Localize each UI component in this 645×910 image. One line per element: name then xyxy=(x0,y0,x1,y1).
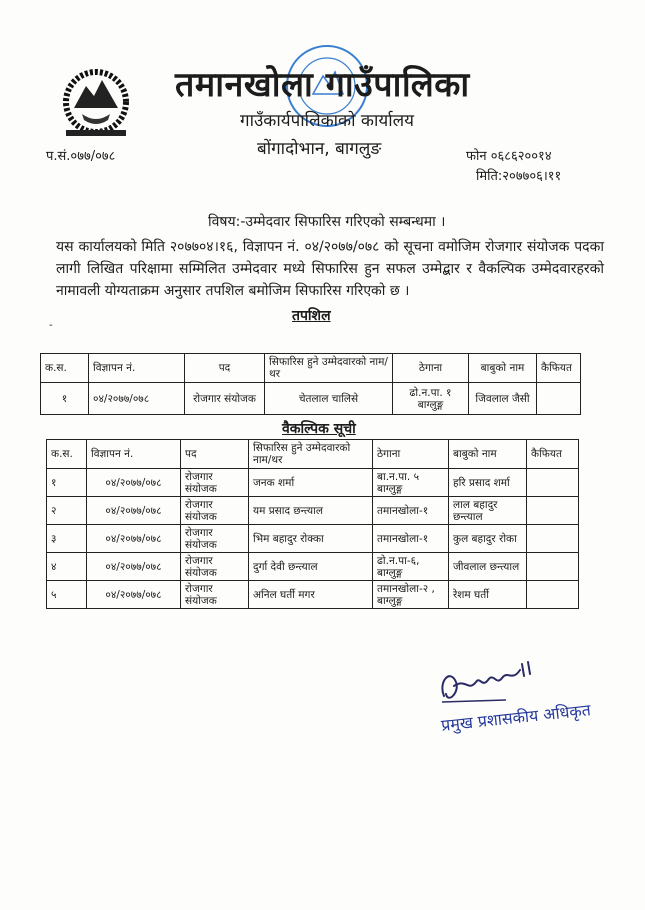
table-header-row xyxy=(47,440,579,469)
table-header-row xyxy=(41,354,581,383)
table-cell: ०४/२०७७/०७८ xyxy=(87,581,181,609)
letter-date: मिति:२०७७०६।११ xyxy=(476,169,562,184)
table-row xyxy=(47,553,579,581)
table-cell: जिवलाल जैसी xyxy=(469,383,537,415)
table-cell: ०४/२०७७/०७८ xyxy=(87,497,181,525)
signatory-title: प्रमुख प्रशासकीय अधिकृत xyxy=(440,700,592,735)
column-header: विज्ञापन नं. xyxy=(87,440,181,469)
table-cell xyxy=(527,525,579,553)
office-name: गाउँकार्यपालिकाको कार्यालय xyxy=(240,111,415,131)
municipality-title: तमानखोला गाउँपालिका xyxy=(175,65,470,105)
main-recommendation-table xyxy=(40,353,581,415)
table-cell: भिम बहादुर रोक्का xyxy=(249,525,373,553)
table-cell: रोजगार संयोजक xyxy=(181,497,249,525)
table-row xyxy=(41,383,581,415)
table-row xyxy=(47,497,579,525)
column-header: बाबुको नाम xyxy=(449,440,527,469)
column-header: कैफियत xyxy=(527,440,579,469)
subject-line: विषय:-उम्मेदवार सिफारिस गरिएको सम्बन्धमा । xyxy=(208,214,446,230)
column-header: विज्ञापन नं. xyxy=(89,354,185,383)
table-cell: ढो.न.पा. १ बाग्लुङ्ग xyxy=(393,383,469,415)
section-title-main: तपशिल xyxy=(292,308,331,324)
body-paragraph: यस कार्यालयको मिति २०७७०४।१६, विज्ञापन नं. ०४/२०७७/०७८ को सूचना वमोजिम रोजगार संयोजक पदका लागी लिखित परिक्षामा सम्मिलित उम्मेदवार मध्ये सिफारिस हुन सफल उम्मेद्बार र वैकल्पिक उम्मेदवारहरको नामावली योग्यताक्रम अनुसार तपशिल बमोजिम सिफारिस गरिएको छ । xyxy=(56,239,604,299)
column-header: पद xyxy=(181,440,249,469)
table-cell: रेशम घर्ती xyxy=(449,581,527,609)
column-header: ठेगाना xyxy=(373,440,449,469)
table-cell: ०४/२०७७/०७८ xyxy=(87,525,181,553)
table-cell: २ xyxy=(47,497,87,525)
table-cell xyxy=(537,383,581,415)
alternate-list-table xyxy=(46,439,579,609)
handwritten-signature xyxy=(436,652,536,710)
table-cell: बा.न.पा. ५ बाग्लुङ्ग xyxy=(373,469,449,497)
table-cell: रोजगार संयोजक xyxy=(185,383,265,415)
table-cell: ३ xyxy=(47,525,87,553)
table-cell: ४ xyxy=(47,553,87,581)
table-cell: जीवलाल छन्त्याल xyxy=(449,553,527,581)
table-cell: ०४/२०७७/०७८ xyxy=(87,469,181,497)
table-cell: दुर्गा देवी छन्त्याल xyxy=(249,553,373,581)
table-cell: कुल बहादुर रोका xyxy=(449,525,527,553)
table-cell xyxy=(527,553,579,581)
table-cell: लाल बहादुर छन्त्याल xyxy=(449,497,527,525)
column-header: सिफारिस हुने उम्मेदवारको नाम/थर xyxy=(249,440,373,469)
nepal-emblem-icon xyxy=(52,62,140,144)
office-address: बोंगादोभान, बागलुङ xyxy=(257,139,382,159)
table-cell: जनक शर्मा xyxy=(249,469,373,497)
table-row xyxy=(47,525,579,553)
table-cell: अनिल घर्ती मगर xyxy=(249,581,373,609)
margin-mark: - xyxy=(49,320,53,331)
section-title-alternate: वैकल्पिक सूची xyxy=(282,421,356,437)
column-header: बाबुको नाम xyxy=(469,354,537,383)
table-cell: ०४/२०७७/०७८ xyxy=(89,383,185,415)
table-cell: तमानखोला-२ , बाग्लुङ्ग xyxy=(373,581,449,609)
table-cell: हरि प्रसाद शर्मा xyxy=(449,469,527,497)
table-cell: १ xyxy=(47,469,87,497)
column-header: ठेगाना xyxy=(393,354,469,383)
table-cell: रोजगार संयोजक xyxy=(181,553,249,581)
table-cell: १ xyxy=(41,383,89,415)
table-cell: रोजगार संयोजक xyxy=(181,469,249,497)
table-row xyxy=(47,581,579,609)
table-cell: ५ xyxy=(47,581,87,609)
table-row xyxy=(47,469,579,497)
table-cell: ढो.न.पा-६, बाग्लुङ्ग xyxy=(373,553,449,581)
table-cell xyxy=(527,497,579,525)
column-header: क.स. xyxy=(41,354,89,383)
table-cell xyxy=(527,581,579,609)
table-cell: चेतलाल चालिसे xyxy=(265,383,393,415)
table-cell: ०४/२०७७/०७८ xyxy=(87,553,181,581)
table-cell: तमानखोला-१ xyxy=(373,497,449,525)
reference-number: प.सं.०७७/०७८ xyxy=(46,149,116,164)
column-header: सिफारिस हुने उम्मेदवारको नाम/थर xyxy=(265,354,393,383)
column-header: कैफियत xyxy=(537,354,581,383)
table-cell: रोजगार संयोजक xyxy=(181,581,249,609)
phone-number: फोन ०६८६२००१४ xyxy=(466,149,552,164)
table-cell: तमानखोला-१ xyxy=(373,525,449,553)
table-cell: यम प्रसाद छन्त्याल xyxy=(249,497,373,525)
table-cell xyxy=(527,469,579,497)
table-cell: रोजगार संयोजक xyxy=(181,525,249,553)
column-header: पद xyxy=(185,354,265,383)
column-header: क.स. xyxy=(47,440,87,469)
